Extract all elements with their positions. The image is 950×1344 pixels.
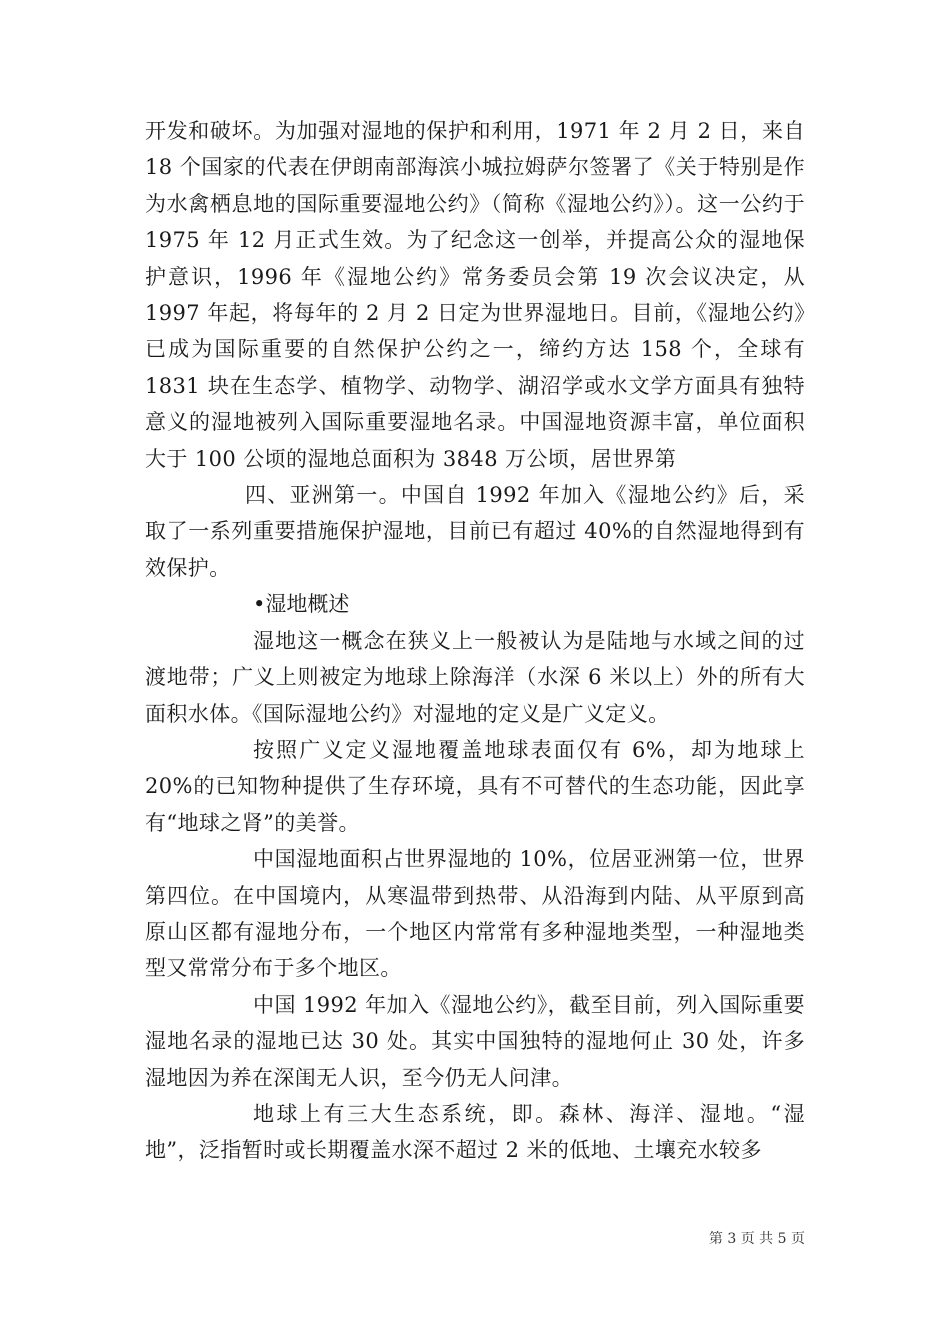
paragraph-ecosystems: 地球上有三大生态系统，即。森林、海洋、湿地。“湿地”，泛指暂时或长期覆盖水深不超过 2 米的低地、土壤充水较多	[145, 1101, 805, 1163]
body-text	[145, 113, 805, 1169]
paragraph-china-area: 中国湿地面积占世界湿地的 10%，位居亚洲第一位，世界第四位。在中国境内，从寒温带到热带、从沿海到内陆、从平原到高原山区都有湿地分布，一个地区内常常有多种湿地类型，一种湿地类型又常常分布于多个地区。	[145, 847, 805, 981]
paragraph-coverage: 按照广义定义湿地覆盖地球表面仅有 6%，却为地球上 20%的已知物种提供了生存环境，具有不可替代的生态功能，因此享有“地球之肾”的美誉。	[145, 737, 805, 835]
paragraph-china-ranking: 四、亚洲第一。中国自 1992 年加入《湿地公约》后，采取了一系列重要措施保护湿地，目前已有超过 40%的自然湿地得到有效保护。	[145, 483, 805, 580]
paragraph-ramsar-history: 开发和破坏。为加强对湿地的保护和利用，1971 年 2 月 2 日，来自 18 个国家的代表在伊朗南部海滨小城拉姆萨尔签署了《关于特别是作为水禽栖息地的国际重要湿地公约》（简称《湿地公约》）。这一公约于 1975 年 12 月正式生效。为了纪念这一创举，并提高公众的湿地保护意识，1996 年《湿地公约》常务委员会第 19 次会议决定，从 1997 年起，将每年的 2 月 2 日定为世界湿地日。目前，《湿地公约》已成为国际重要的自然保护公约之一，缔约方达 158 个，全球有 1831 块在生态学、植物学、动物学、湖沼学或水文学方面具有独特意义的湿地被列入国际重要湿地名录。中国湿地资源丰富，单位面积大于 100 公顷的湿地总面积为 3848 万公顷，居世界第	[145, 119, 805, 471]
page-number-footer: 第 3 页 共 5 页	[708, 1231, 805, 1247]
paragraph-definition: 湿地这一概念在狭义上一般被认为是陆地与水域之间的过渡地带；广义上则被定为地球上除海洋（水深 6 米以上）外的所有大面积水体。《国际湿地公约》对湿地的定义是广义定义。	[145, 628, 805, 726]
section-heading-wetland-overview: •湿地概述	[253, 592, 350, 617]
paragraph-china-ramsar: 中国 1992 年加入《湿地公约》，截至目前，列入国际重要湿地名录的湿地已达 30 处。其实中国独特的湿地何止 30 处，许多湿地因为养在深闺无人识，至今仍无人问津。	[145, 992, 805, 1090]
